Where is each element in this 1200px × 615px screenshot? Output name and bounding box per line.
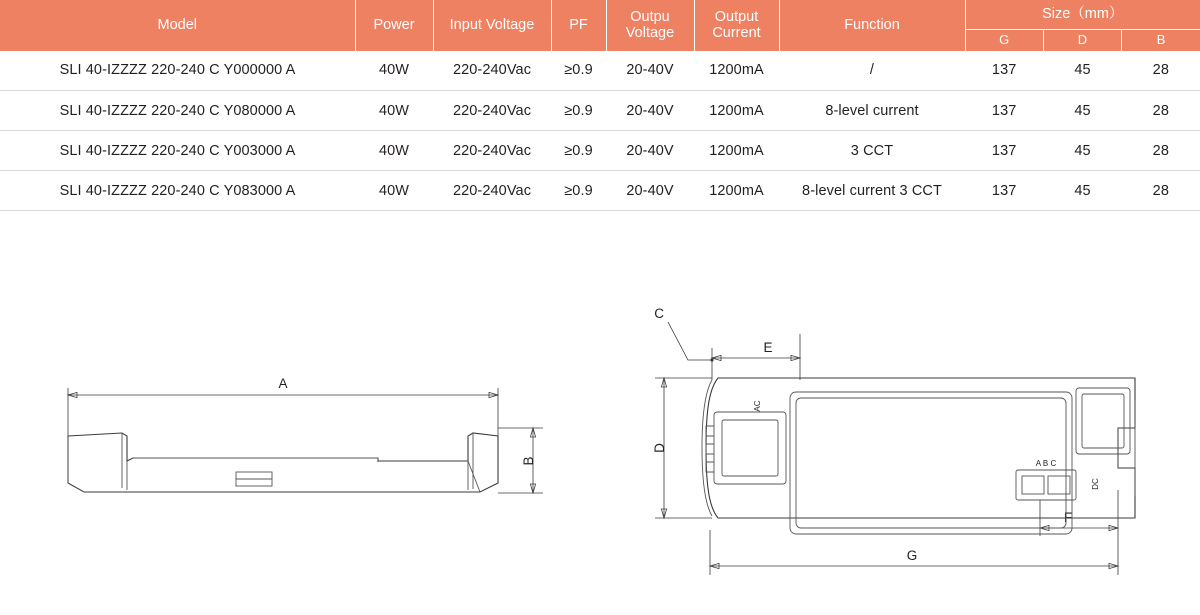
column-header-output-voltage: Outpu Voltage [606, 0, 694, 51]
cell-size-b: 28 [1122, 51, 1200, 91]
cell-model: SLI 40-IZZZZ 220-240 C Y083000 A [0, 171, 355, 211]
cell-pf: ≥0.9 [551, 131, 606, 171]
drawings-svg [0, 240, 1200, 615]
cell-input-voltage: 220-240Vac [433, 91, 551, 131]
label-panel-inner [796, 398, 1066, 528]
label-abc: A B C [1035, 459, 1057, 468]
column-header-size-d: D [1043, 29, 1121, 50]
table-row [0, 91, 1200, 131]
dimension-label-a: A [278, 376, 288, 391]
column-header-model: Model [0, 0, 355, 51]
cell-output-current: 1200mA [694, 51, 779, 91]
cell-model: SLI 40-IZZZZ 220-240 C Y080000 A [0, 91, 355, 131]
dimension-label-g: G [906, 548, 918, 563]
cell-size-b: 28 [1122, 91, 1200, 131]
top-view-drawing [652, 306, 1135, 575]
input-connector [706, 412, 786, 484]
table-row [0, 51, 1200, 91]
label-ac: AC [753, 400, 762, 412]
label-panel [790, 392, 1072, 534]
cell-pf: ≥0.9 [551, 51, 606, 91]
cell-size-d: 45 [1043, 91, 1121, 131]
side-view-drawing [68, 376, 543, 493]
cell-function: 8-level current [779, 91, 965, 131]
column-header-pf: PF [551, 0, 606, 51]
dimension-label-f: F [1063, 510, 1073, 525]
cell-model: SLI 40-IZZZZ 220-240 C Y000000 A [0, 51, 355, 91]
cell-size-d: 45 [1043, 131, 1121, 171]
cell-size-g: 137 [965, 91, 1043, 131]
dimension-a [68, 376, 498, 440]
dimension-c [654, 306, 713, 362]
specification-table [0, 0, 1200, 211]
cell-output-current: 1200mA [694, 131, 779, 171]
cell-size-b: 28 [1122, 171, 1200, 211]
column-header-input-voltage: Input Voltage [433, 0, 551, 51]
cell-power: 40W [355, 171, 433, 211]
cell-size-b: 28 [1122, 131, 1200, 171]
cell-power: 40W [355, 91, 433, 131]
column-header-output-current: Output Current [694, 0, 779, 51]
dimension-b [498, 428, 543, 493]
cell-function: / [779, 51, 965, 91]
cell-pf: ≥0.9 [551, 91, 606, 131]
dimension-label-c: C [654, 306, 664, 321]
dimension-e [712, 334, 800, 380]
output-connector [1076, 388, 1130, 454]
dimension-drawings [0, 240, 1200, 615]
cell-power: 40W [355, 51, 433, 91]
dimension-g [710, 530, 1118, 575]
cell-input-voltage: 220-240Vac [433, 131, 551, 171]
cell-output-current: 1200mA [694, 91, 779, 131]
cell-size-g: 137 [965, 131, 1043, 171]
column-header-size-g: G [965, 29, 1043, 50]
cell-power: 40W [355, 131, 433, 171]
table-row [0, 171, 1200, 211]
cell-input-voltage: 220-240Vac [433, 171, 551, 211]
table-row [0, 131, 1200, 171]
cell-output-voltage: 20-40V [606, 171, 694, 211]
cell-size-g: 137 [965, 51, 1043, 91]
cell-output-current: 1200mA [694, 171, 779, 211]
cell-output-voltage: 20-40V [606, 91, 694, 131]
dimension-d [652, 378, 712, 518]
cell-size-d: 45 [1043, 51, 1121, 91]
column-header-function: Function [779, 0, 965, 51]
table-body [0, 51, 1200, 211]
cell-function: 8-level current 3 CCT [779, 171, 965, 211]
label-dc: DC [1091, 478, 1100, 490]
dimension-f [1040, 490, 1118, 536]
cell-input-voltage: 220-240Vac [433, 51, 551, 91]
cell-size-d: 45 [1043, 171, 1121, 211]
dip-switch [1016, 470, 1076, 500]
cell-output-voltage: 20-40V [606, 131, 694, 171]
table-header [0, 0, 1200, 51]
column-header-power: Power [355, 0, 433, 51]
column-header-size: Size（mm） [965, 0, 1200, 29]
table-header-row-main [0, 0, 1200, 29]
dimension-label-b: B [521, 456, 536, 466]
cell-function: 3 CCT [779, 131, 965, 171]
cell-pf: ≥0.9 [551, 171, 606, 211]
column-header-size-b: B [1122, 29, 1200, 50]
dimension-label-d: D [652, 443, 667, 453]
dimension-label-e: E [763, 340, 773, 355]
cell-output-voltage: 20-40V [606, 51, 694, 91]
cell-size-g: 137 [965, 171, 1043, 211]
cell-model: SLI 40-IZZZZ 220-240 C Y003000 A [0, 131, 355, 171]
